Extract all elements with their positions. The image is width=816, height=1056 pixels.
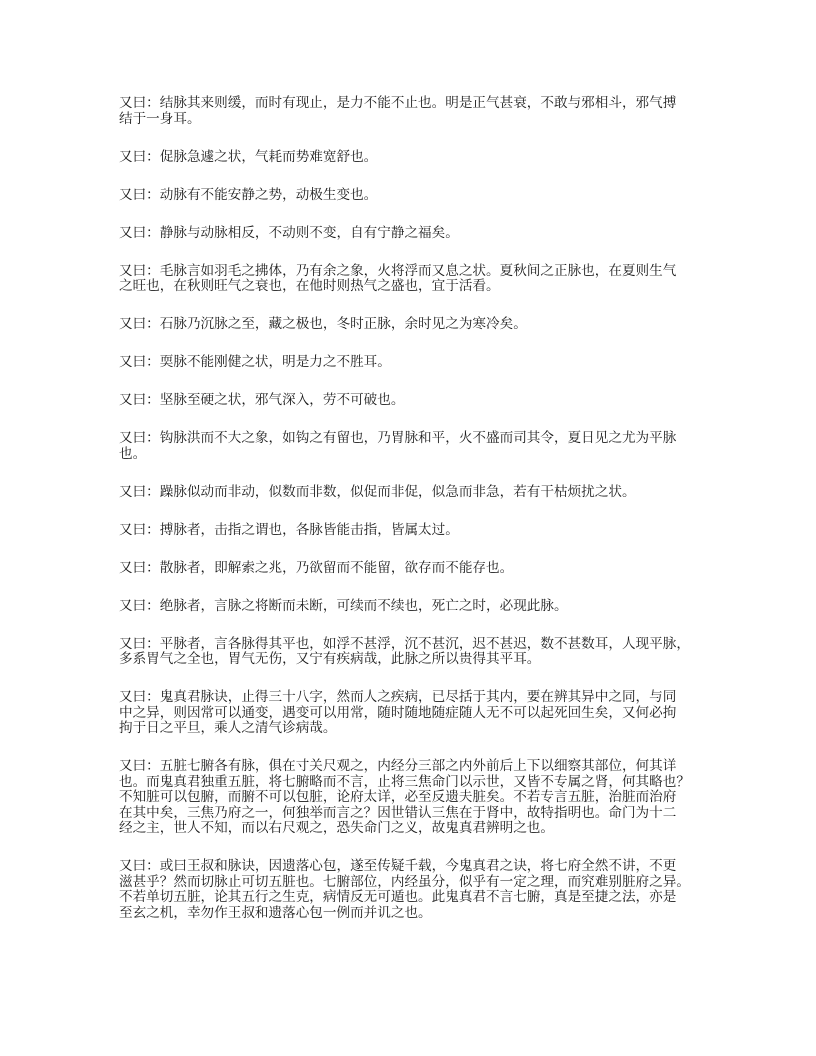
paragraph-jian-mai xyxy=(119,393,719,409)
text-line: 之旺也，在秋则旺气之衰也，在他时则热气之盛也，宜于活看。 xyxy=(119,278,500,294)
text-line: 又曰：或曰王叔和脉诀，因遗落心包，遂至传疑千载，今鬼真君之诀，将七府全然不讲，不更 xyxy=(119,858,677,874)
text-line: 又曰：平脉者，言各脉得其平也，如浮不甚浮，沉不甚沉，迟不甚迟，数不甚数耳，人现平脉， xyxy=(119,635,690,652)
paragraph-jie-mai xyxy=(119,96,719,127)
paragraph-gui-zhenjun-maijue xyxy=(119,690,719,737)
text-line: 至玄之机，幸勿作王叔和遗落心包一例而并讥之也。 xyxy=(119,904,432,921)
paragraph-wang-shuhe xyxy=(119,859,719,921)
text-line: 又曰：绝脉者，言脉之将断而未断，可续而不续也，死亡之时，必现此脉。 xyxy=(119,597,568,614)
paragraph-bo-mai xyxy=(119,523,719,539)
paragraph-cu-mai xyxy=(119,150,719,166)
text-line: 又曰：躁脉似动而非动，似数而非数，似促而非促，似急而非急，若有干枯烦扰之状。 xyxy=(119,483,636,500)
paragraph-wuzang-qifu xyxy=(119,759,719,837)
paragraph-shi-mai xyxy=(119,317,719,333)
paragraph-ping-mai xyxy=(119,637,719,668)
text-line: 又曰：钩脉洪而不大之象，如钩之有留也，乃胃脉和平，火不盛而司其令，夏日见之尤为平脉 xyxy=(119,430,677,446)
text-line: 又曰：促脉急遽之状，气耗而势难宽舒也。 xyxy=(119,148,378,165)
text-line: 结于一身耳。 xyxy=(119,110,201,127)
text-line: 又曰：搏脉者，击指之谓也，各脉皆能击指，皆属太过。 xyxy=(119,521,459,538)
paragraph-ruan-mai xyxy=(119,355,719,371)
text-line: 中之异，则因常可以通变，遇变可以用常，随时随地随症随人无不可以起死回生矣，又何必拘 xyxy=(119,704,677,721)
text-line: 又曰：耎脉不能刚健之状，明是力之不胜耳。 xyxy=(119,354,391,370)
paragraph-mao-mai xyxy=(119,264,719,295)
text-line: 又曰：石脉乃沉脉之至，藏之极也，冬时正脉，余时见之为寒冷矣。 xyxy=(119,316,527,332)
text-line: 又曰：静脉与动脉相反，不动则不变，自有宁静之福矣。 xyxy=(119,224,459,241)
text-line: 又曰：动脉有不能安静之势，动极生变也。 xyxy=(119,186,378,203)
text-line: 滋甚乎？然而切脉止可切五脏也。七腑部位，内经虽分，似乎有一定之理，而究难别脏府之异。 xyxy=(119,873,690,890)
text-line: 又曰：鬼真君脉诀，止得三十八字，然而人之疾病，已尽括于其内，要在辨其异中之同，与同 xyxy=(119,689,677,705)
text-line: 在其中矣，三焦乃府之一，何独举而言之？因世错认三焦在于肾中，故特指明也。命门为十二 xyxy=(119,804,677,821)
text-line: 也。 xyxy=(119,445,147,462)
text-line: 又曰：散脉者，即解索之兆，乃欲留而不能留，欲存而不能存也。 xyxy=(119,559,514,576)
text-line: 也。而鬼真君独重五脏，将七腑略而不言，止将三焦命门以示世，又皆不专属之肾，何其略也？ xyxy=(119,773,690,790)
paragraph-dong-mai xyxy=(119,188,719,204)
text-line: 又曰：五脏七腑各有脉，俱在寸关尺观之，内经分三部之内外前后上下以细察其部位，何其详 xyxy=(119,758,677,774)
paragraph-jing-mai xyxy=(119,226,719,242)
document-page xyxy=(119,96,719,944)
paragraph-san-mai xyxy=(119,561,719,577)
text-line: 拘于日之平旦，乘人之清气诊病哉。 xyxy=(119,720,337,736)
text-line: 多系胃气之全也，胃气无伤，又宁有疾病哉，此脉之所以贵得其平耳。 xyxy=(119,651,541,667)
text-line: 经之主，世人不知，而以右尺观之，恐失命门之义，故鬼真君辨明之也。 xyxy=(119,820,554,836)
paragraph-gou-mai xyxy=(119,431,719,462)
paragraph-zao-mai xyxy=(119,485,719,501)
text-line: 又曰：结脉其来则缓，而时有现止，是力不能不止也。明是正气甚衰，不敢与邪相斗，邪气搏 xyxy=(119,95,677,111)
paragraph-jue-mai xyxy=(119,599,719,615)
text-line: 不知脏可以包腑，而腑不可以包脏，论府太详，必至反遗夫脏矣。不若专言五脏，治脏而治府 xyxy=(119,789,677,805)
text-line: 又曰：毛脉言如羽毛之拂体，乃有余之象，火将浮而又息之状。夏秋间之正脉也，在夏则生气 xyxy=(119,262,677,279)
text-line: 不若单切五脏，论其五行之生克，病情反无可遁也。此鬼真君不言七腑，真是至捷之法，亦是 xyxy=(119,889,677,905)
text-line: 又曰：坚脉至硬之状，邪气深入，劳不可破也。 xyxy=(119,392,405,408)
